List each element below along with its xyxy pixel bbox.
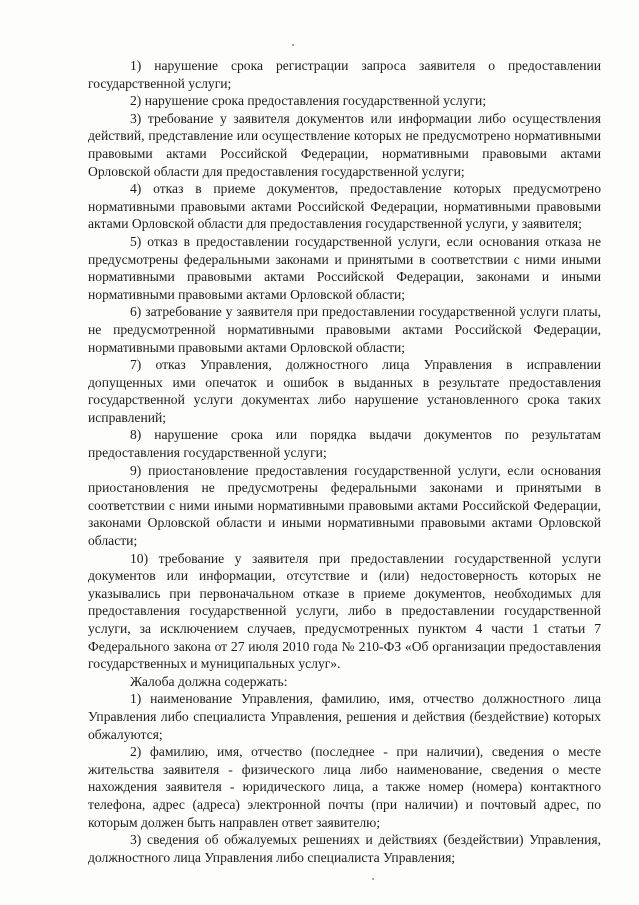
paragraph-item-6: 6) затребование у заявителя при предоставлении государственной услуги платы, не предусмотренной нормативными правовыми актами Российской Федерации, нормативными правовыми актами Орловской области; — [88, 304, 601, 355]
complaint-item-1: 1) наименование Управления, фамилию, имя, отчество должностного лица Управления либо специалиста Управления, решения и действия (бездействие) которых обжалуются; — [88, 691, 601, 742]
paragraph-item-7: 7) отказ Управления, должностного лица Управления в исправлении допущенных ими опечаток и ошибок в выданных в результате предоставления государственной услуги документах либо нарушение установленного срока таких исправлений; — [88, 357, 601, 425]
complaint-item-2: 2) фамилию, имя, отчество (последнее - при наличии), сведения о месте жительства заявителя - физического лица либо наименование, сведения о месте нахождения заявителя - юридического лица, а также номер (номера) контактного телефона, адрес (адреса) электронной почты (при наличии) и почтовый адрес, по которым должен быть направлен ответ заявителю; — [88, 744, 601, 830]
paragraph-item-9: 9) приостановление предоставления государственной услуги, если основания приостановления не предусмотрены федеральными законами и принятыми в соответствии с ними иными нормативными правовыми актами Российской Федерации, законами Орловской области и иными нормативными правовыми актами Орловской области; — [88, 462, 601, 549]
complaint-item-3: 3) сведения об обжалуемых решениях и действиях (бездействии) Управления, должностного лица Управления либо специалиста Управления; — [88, 832, 601, 865]
paragraph-item-8: 8) нарушение срока или порядка выдачи документов по результатам предоставления государственной услуги; — [88, 427, 601, 461]
paragraph-item-4: 4) отказ в приеме документов, предоставление которых предусмотрено нормативными правовыми актами Российской Федерации, нормативными правовыми актами Орловской области для предоставления государственной услуги, у заявителя; — [88, 181, 601, 232]
scan-speck — [372, 878, 374, 880]
scan-speck — [292, 44, 294, 46]
paragraph-item-2: 2) нарушение срока предоставления государственной услуги; — [130, 93, 487, 109]
paragraph-item-1: 1) нарушение срока регистрации запроса заявителя о предоставлении государственной услуги; — [88, 58, 601, 91]
paragraph-item-10: 10) требование у заявителя при предоставлении государственной услуги документов или информации, отсутствие и (или) недостоверность которых не указывались при первоначальном отказе в приеме документов, необходимых для предоставления государственной услуги, либо в предоставлении государственной услуги, за исключением случаев, предусмотренных пунктом 4 части 1 статьи 7 Федерального закона от 27 июля 2010 года № 210-ФЗ «Об организации предоставления государственных и муниципальных услуг». — [88, 550, 601, 672]
paragraph-item-3: 3) требование у заявителя документов или информации либо осуществления действий, представление или осуществление которых не предусмотрено нормативными правовыми актами Российской Федерации, нормативными правовыми актами Орловской области для предоставления государственной услуги; — [88, 110, 601, 179]
paragraph-item-5: 5) отказ в предоставлении государственной услуги, если основания отказа не предусмотрены федеральными законами и принятыми в соответствии с ними иными нормативными правовыми актами Российской Федерации, законами и иными нормативными правовыми актами Орловской области; — [88, 233, 601, 302]
complaint-intro: Жалоба должна содержать: — [130, 673, 288, 689]
